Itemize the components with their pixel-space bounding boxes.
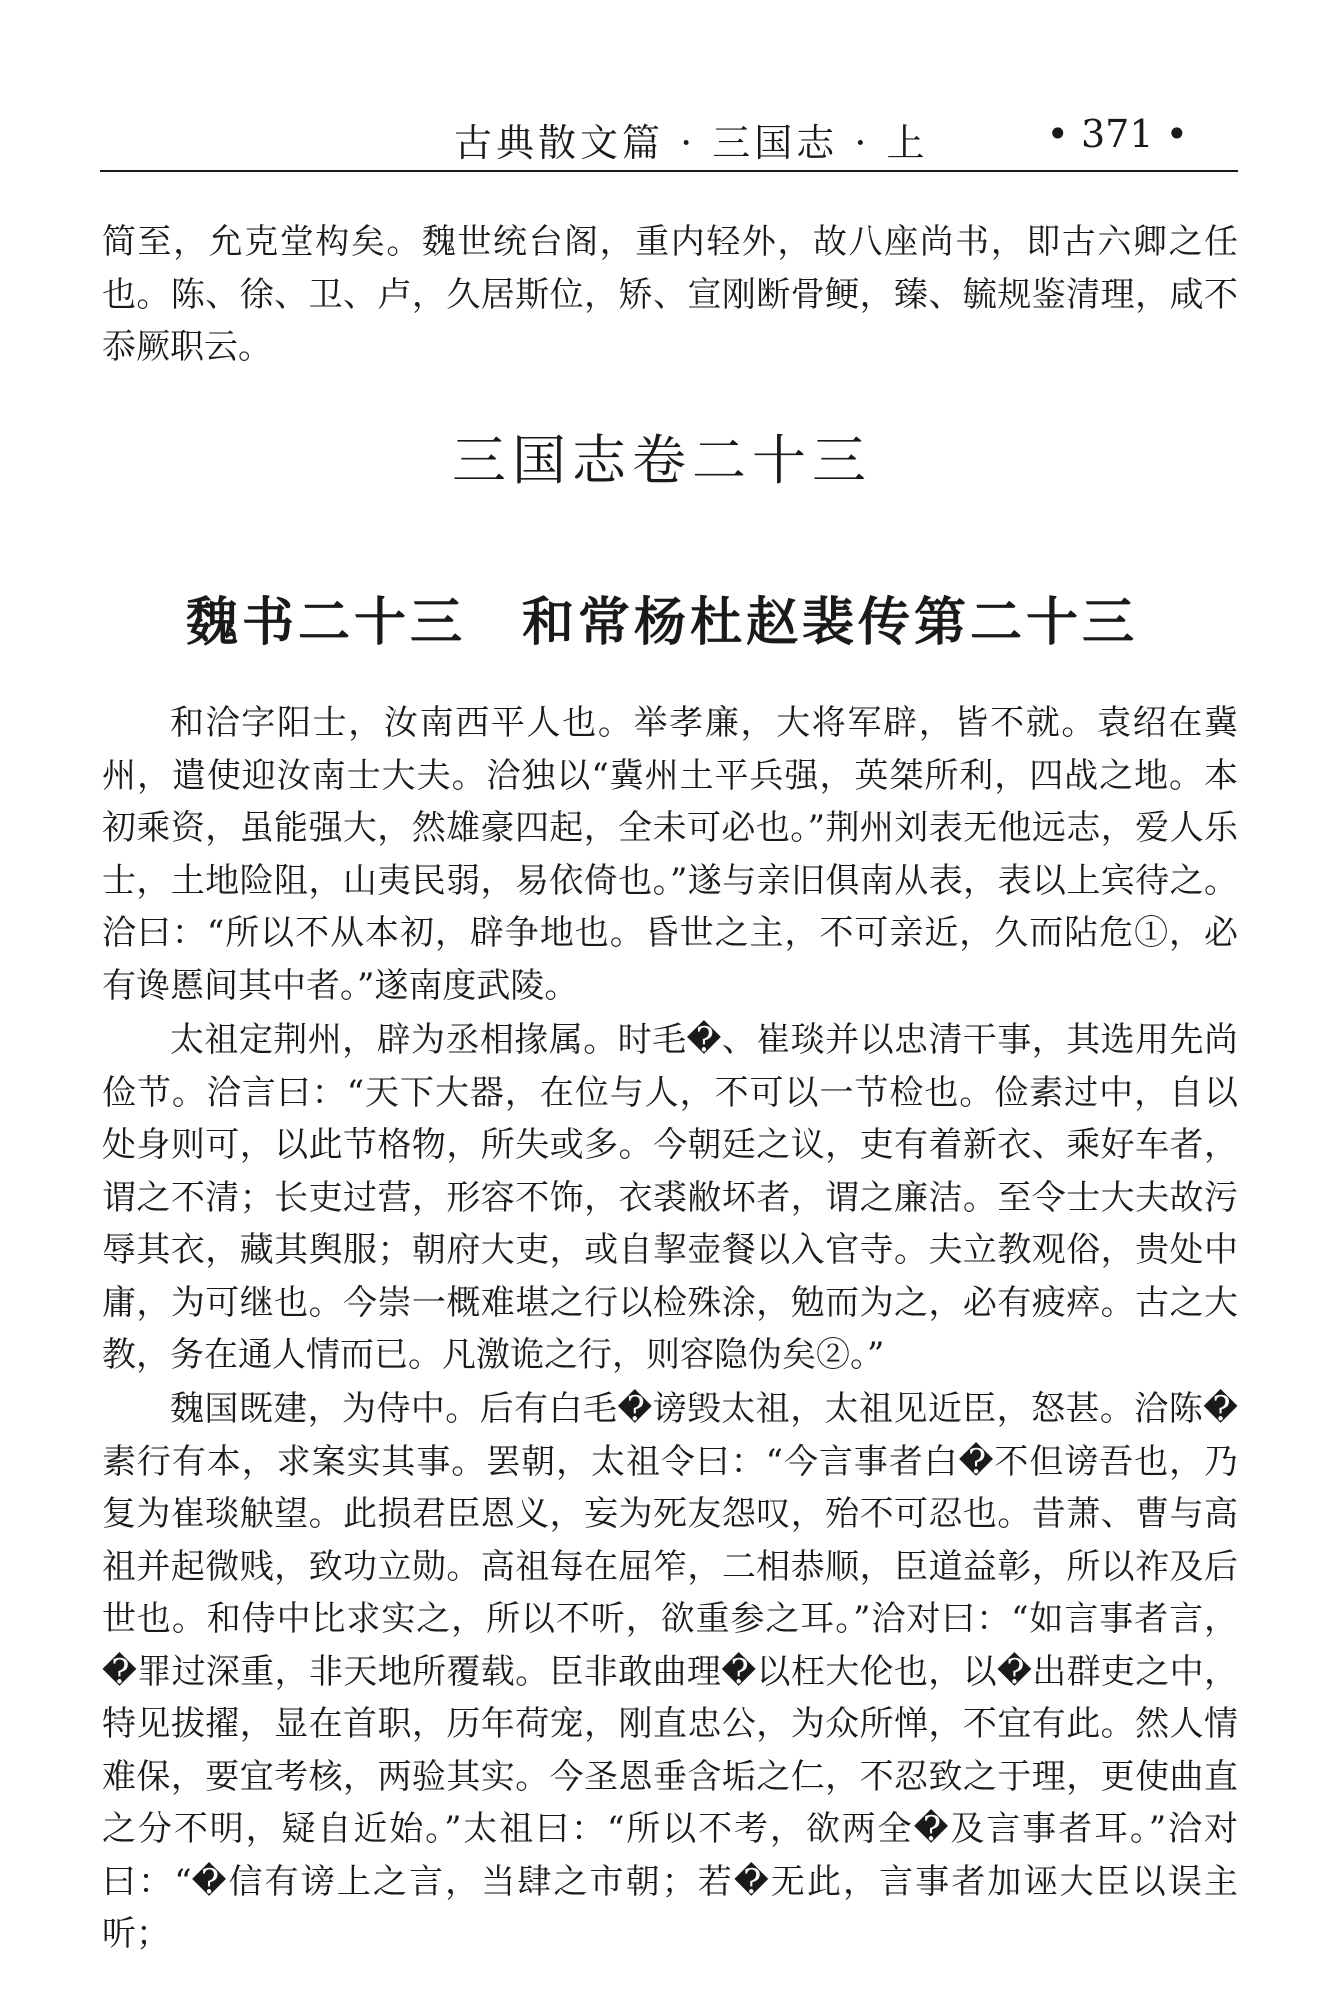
header-rule — [100, 170, 1238, 172]
chapter-title: 魏书二十三 和常杨杜赵裴传第二十三 — [185, 593, 1138, 653]
running-title: 古典散文篇 · 三国志 · 上 — [454, 121, 929, 165]
body-paragraph: 魏国既建，为侍中。后有白毛�谤毁太祖，太祖见近臣，怒甚。洽陈�素行有本，求案实其事。罢朝，太祖令曰：“今言事者白�不但谤吾也，乃复为崔琰觖望。此损君臣恩义，妄为死友怨叹，殆不可忍也。昔萧、曹与高祖并起微贱，致功立勋。高祖每在屈笮，二相恭顺，臣道益彰，所以祚及后世也。和侍中比求实之，所以不听，欲重参之耳。”洽对曰：“如言事者言，�罪过深重，非天地所覆载。臣非敢曲理�以枉大伦也，以�出群吏之中，特见拔擢，显在首职，历年荷宠，刚直忠公，为众所惮，不宜有此。然人情难保，要宜考核，两验其实。今圣恩垂含垢之仁，不忍致之于理，更使曲直之分不明，疑自近始。”太祖曰：“所以不考，欲两全�及言事者耳。”洽对曰：“�信有谤上之言，当肆之市朝；若�无此，言事者加诬大臣以误主听； — [102, 1389, 1238, 1954]
volume-title: 三国志卷二十三 — [452, 429, 872, 492]
body-paragraph: 和洽字阳士，汝南西平人也。举孝廉，大将军辟，皆不就。袁绍在冀州，遣使迎汝南士大夫。洽独以“冀州土平兵强，英桀所利，四战之地。本初乘资，虽能强大，然雄豪四起，全未可必也。”荆州刘表无他远志，爱人乐士，土地险阻，山夷民弱，易依倚也。”遂与亲旧俱南从表，表以上宾待之。洽曰：“所以不从本初，辟争地也。昏世之主，不可亲近，久而阽危①，必有谗慝间其中者。”遂南度武陵。 — [102, 703, 1238, 1006]
running-header — [100, 112, 1238, 172]
continued-paragraph: 简至，允克堂构矣。魏世统台阁，重内轻外，故八座尚书，即古六卿之任也。陈、徐、卫、卢，久居斯位，矫、宣刚断骨鲠，臻、毓规鉴清理，咸不忝厥职云。 — [102, 222, 1238, 367]
page-number: • 371 • — [1046, 112, 1188, 156]
body-paragraph: 太祖定荆州，辟为丞相掾属。时毛�、崔琰并以忠清干事，其选用先尚俭节。洽言曰：“天下大器，在位与人，不可以一节检也。俭素过中，自以处身则可，以此节格物，所失或多。今朝廷之议，吏有着新衣、乘好车者，谓之不清；长吏过营，形容不饰，衣裘敝坏者，谓之廉洁。至令士大夫故污辱其衣，藏其舆服；朝府大吏，或自挈壶餐以入官寺。夫立教观俗，贵处中庸，为可继也。今崇一概难堪之行以检殊涂，勉而为之，必有疲瘁。古之大教，务在通人情而已。凡激诡之行，则容隐伪矣②。” — [102, 1020, 1238, 1375]
